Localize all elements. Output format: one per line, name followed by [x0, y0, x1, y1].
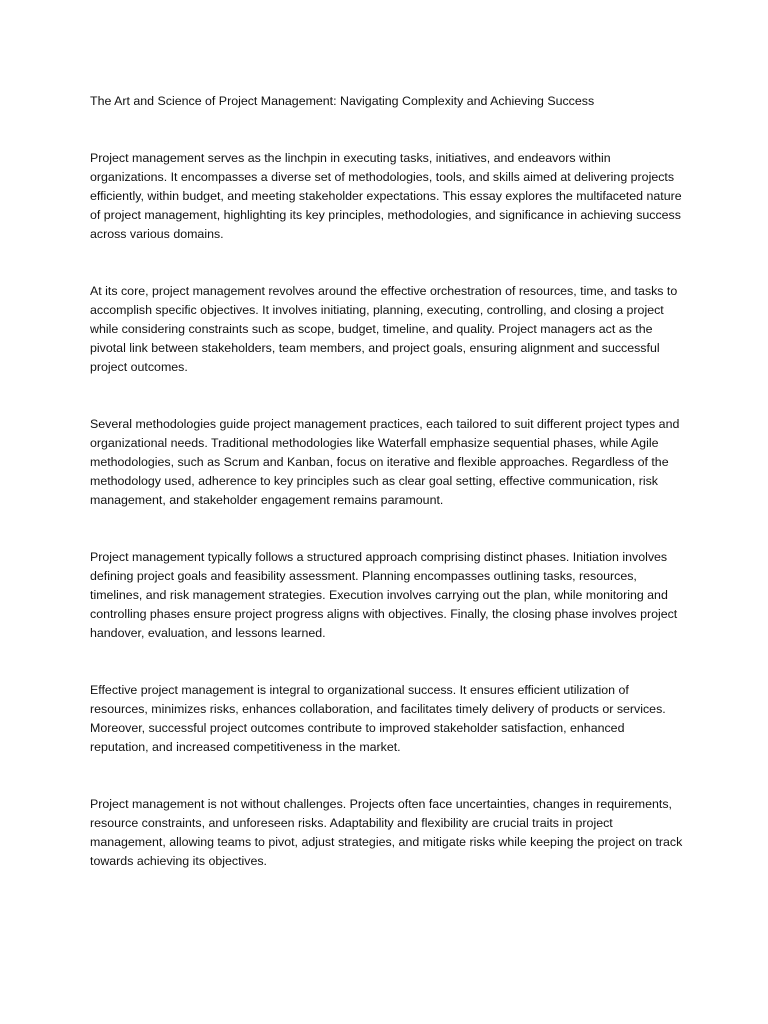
paragraph-methodologies: Several methodologies guide project management practices, each tailored to suit different project types and organizational needs. Traditional methodologies like Waterfall emphasize sequential phases, while Agile methodologies, such as Scrum and Kanban, focus on iterative and flexible approaches. Regardless of the methodology used, adherence to key principles such as clear goal setting, effective communication, risk management, and stakeholder engagement remains paramount. — [90, 417, 680, 507]
document-title: The Art and Science of Project Management: Navigating Complexity and Achieving Success — [90, 94, 595, 108]
paragraph-introduction: Project management serves as the linchpin in executing tasks, initiatives, and endeavors within organizations. It encompasses a diverse set of methodologies, tools, and skills aimed at delivering projects efficiently, within budget, and meeting stakeholder expectations. This essay explores the multifaceted nature of project management, highlighting its key principles, methodologies, and significance in achieving success across various domains. — [90, 151, 682, 241]
paragraph-phases: Project management typically follows a structured approach comprising distinct phases. Initiation involves defining project goals and feasibility assessment. Planning encompasses outlining tasks, resources, timelines, and risk management strategies. Execution involves carrying out the plan, while monitoring and controlling phases ensure project progress aligns with objectives. Finally, the closing phase involves project handover, evaluation, and lessons learned. — [90, 550, 678, 640]
paragraph-core-concepts: At its core, project management revolves around the effective orchestration of resources, time, and tasks to accomplish specific objectives. It involves initiating, planning, executing, controlling, and closing a project while considering constraints such as scope, budget, timeline, and quality. Project managers act as the pivotal link between stakeholders, team members, and project goals, ensuring alignment and successful project outcomes. — [90, 284, 678, 374]
paragraph-challenges: Project management is not without challenges. Projects often face uncertainties, changes in requirements, resource constraints, and unforeseen risks. Adaptability and flexibility are crucial traits in project management, allowing teams to pivot, adjust strategies, and mitigate risks while keeping the project on track towards achieving its objectives. — [90, 797, 683, 868]
document-body — [90, 92, 686, 909]
paragraph-significance: Effective project management is integral to organizational success. It ensures efficient utilization of resources, minimizes risks, enhances collaboration, and facilitates timely delivery of products or services. Moreover, successful project outcomes contribute to improved stakeholder satisfaction, enhanced reputation, and increased competitiveness in the market. — [90, 683, 666, 754]
